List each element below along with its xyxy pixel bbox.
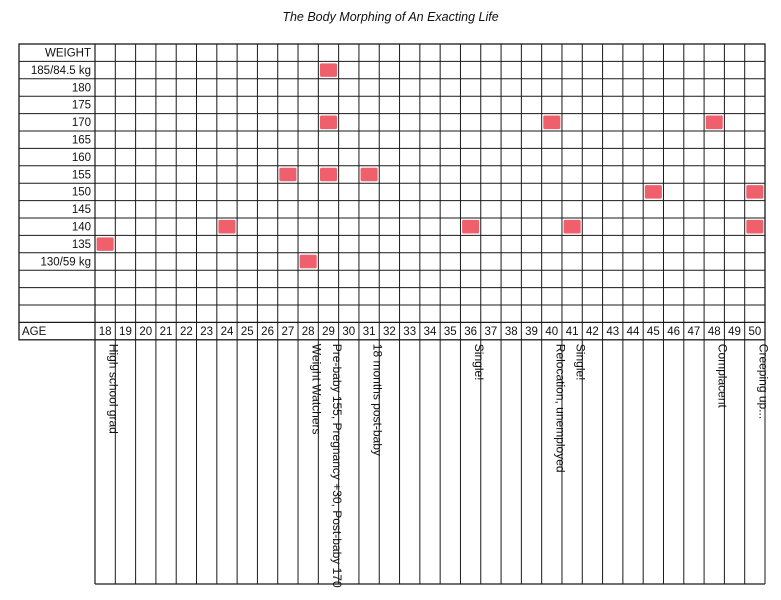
annotation-label: High school grad [106,343,121,434]
weight-tick-label: 140 [71,221,91,234]
data-point [320,63,337,77]
data-point [645,185,662,199]
age-tick-label: 22 [179,325,193,338]
weight-tick-label: 150 [71,186,91,199]
age-tick-label: 20 [139,325,153,338]
age-tick-label: 46 [667,325,681,338]
annotation-label: Creeping up... [756,343,771,420]
age-tick-label: 45 [646,325,660,338]
data-point [320,116,337,130]
data-point [746,185,763,199]
age-tick-label: 29 [322,325,335,338]
data-point [746,220,763,234]
age-tick-label: 34 [423,325,437,338]
annotation-label: Relocation, unemployed [553,343,568,473]
age-tick-label: 32 [382,325,396,338]
age-tick-label: 50 [748,325,762,338]
age-tick-label: 39 [525,325,538,338]
age-tick-label: 18 [98,325,112,338]
age-tick-label: 30 [342,325,356,338]
annotation-label: Single! [472,343,487,381]
age-tick-label: 24 [220,325,234,338]
annotation-label: Single! [573,343,588,381]
age-tick-label: 44 [626,325,640,338]
weight-tick-label: 160 [71,151,91,164]
data-point [300,255,317,269]
age-tick-label: 37 [484,325,498,338]
data-point [97,237,114,251]
weight-tick-label: 185/84.5 kg [30,64,91,77]
age-tick-label: 42 [586,325,599,338]
annotation-label: Weight Watchers [309,343,324,435]
data-point [543,116,560,130]
data-point [706,116,723,130]
age-tick-label: 48 [707,325,721,338]
age-tick-label: 19 [119,325,132,338]
age-tick-label: 26 [261,325,274,338]
data-point [361,168,378,182]
data-point [320,168,337,182]
age-tick-label: 36 [464,325,478,338]
age-tick-label: 33 [403,325,417,338]
data-point [279,168,296,182]
weight-axis-label: WEIGHT [45,47,91,60]
age-tick-label: 31 [362,325,376,338]
data-point [564,220,581,234]
weight-tick-label: 130/59 kg [40,256,91,269]
age-tick-label: 25 [240,325,254,338]
weight-tick-label: 175 [71,99,91,112]
weight-tick-label: 180 [71,82,91,95]
data-point [218,220,235,234]
age-tick-label: 38 [504,325,518,338]
age-tick-label: 43 [606,325,620,338]
age-tick-label: 49 [728,325,741,338]
age-tick-label: 35 [443,325,457,338]
age-tick-label: 47 [687,325,701,338]
age-tick-label: 27 [281,325,295,338]
age-tick-label: 23 [200,325,214,338]
age-tick-label: 41 [565,325,579,338]
weight-tick-label: 155 [71,169,91,182]
annotation-label: Pre-baby 155, Pregnancy +30, Post-baby 170 [329,343,344,588]
weight-tick-label: 145 [71,204,91,217]
data-point [462,220,479,234]
annotation-label: 18 months post-baby [370,343,385,456]
age-tick-label: 28 [301,325,315,338]
weight-tick-label: 170 [71,117,91,130]
weight-tick-label: 135 [71,238,91,251]
age-tick-label: 21 [159,325,173,338]
age-tick-label: 40 [545,325,559,338]
chart-title: The Body Morphing of An Exacting Life [282,10,499,24]
weight-tick-label: 165 [71,134,91,147]
age-axis-label: AGE [22,325,47,338]
annotation-label: Complacent [715,343,730,408]
